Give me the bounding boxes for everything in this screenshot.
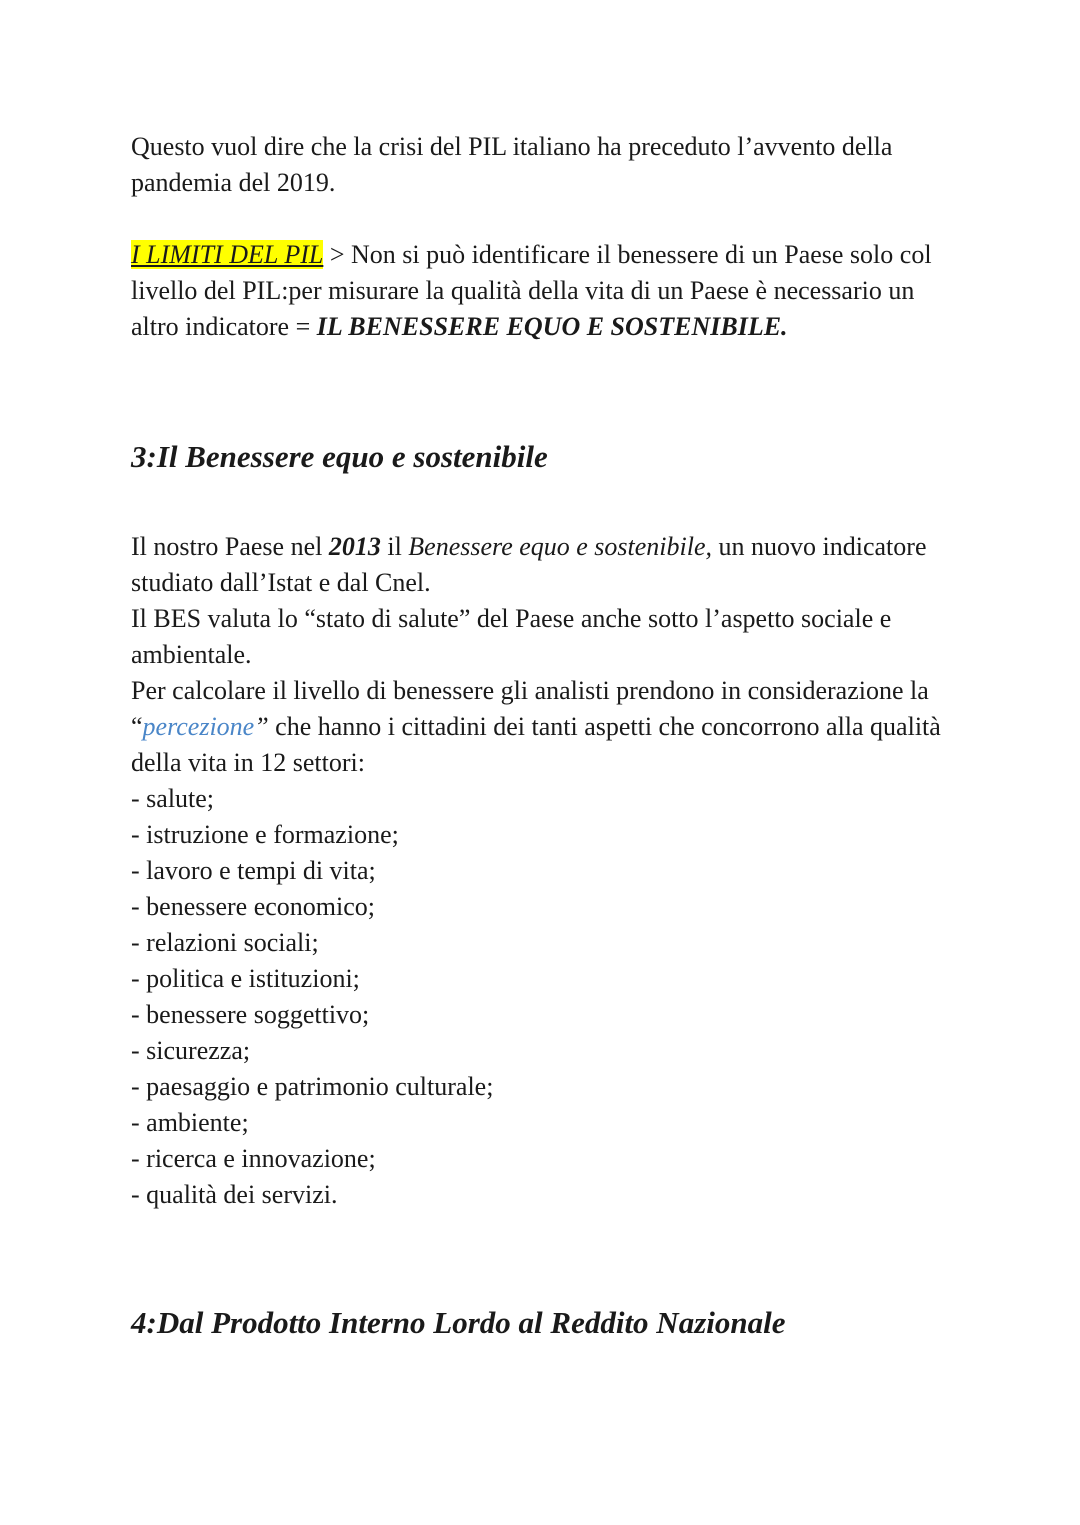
calc-text-a: Per calcolare il livello di benessere gli analisti prendono in considerazione la “ [131, 676, 929, 741]
perception-word: percezione [142, 712, 255, 741]
calc-text-b: che hanno i cittadini dei tanti aspetti che concorrono alla qualità della vita in 12 settori: [131, 712, 941, 777]
document-page [131, 129, 951, 1343]
list-item: - relazioni sociali; [131, 928, 319, 957]
paragraph-bes-intro [131, 529, 951, 601]
intro-year: 2013 [328, 532, 381, 561]
sectors-list [131, 781, 951, 1213]
intro-text-b: il [380, 532, 409, 561]
paragraph-bes-calculation [131, 673, 951, 781]
section-3-heading: 3:Il Benessere equo e sostenibile [131, 439, 548, 474]
list-item: - istruzione e formazione; [131, 820, 399, 849]
list-item: - lavoro e tempi di vita; [131, 856, 376, 885]
intro-indicator-name: Benessere equo e sostenibile, [408, 532, 713, 561]
paragraph-pil-limits [131, 237, 951, 345]
intro-text-a: Il nostro Paese nel [131, 532, 329, 561]
limits-emphasis: IL BENESSERE EQUO E SOSTENIBILE. [316, 312, 788, 341]
section-4-heading: 4:Dal Prodotto Interno Lordo al Reddito Nazionale [131, 1305, 786, 1340]
paragraph-bes-evaluation: Il BES valuta lo “stato di salute” del Paese anche sotto l’aspetto sociale e ambientale. [131, 604, 892, 669]
intro-text-c: un nuovo indicatore studiato dall’Istat e dal Cnel. [131, 532, 927, 597]
list-item: - ricerca e innovazione; [131, 1144, 376, 1173]
list-item: - paesaggio e patrimonio culturale; [131, 1072, 494, 1101]
list-item: - qualità dei servizi. [131, 1180, 338, 1209]
paragraph-pil-crisis: Questo vuol dire che la crisi del PIL italiano ha preceduto l’avvento della pandemia del 2019. [131, 132, 893, 197]
limits-text: > Non si può identificare il benessere di un Paese solo col livello del PIL:per misurare la qualità della vita di un Paese è necessario un altro indicatore = [131, 240, 932, 341]
list-item: - ambiente; [131, 1108, 249, 1137]
list-item: - sicurezza; [131, 1036, 251, 1065]
list-item: - politica e istituzioni; [131, 964, 360, 993]
list-item: - benessere economico; [131, 892, 376, 921]
calc-closing-quote: ” [254, 712, 269, 741]
list-item: - salute; [131, 784, 215, 813]
list-item: - benessere soggettivo; [131, 1000, 370, 1029]
highlight-limits-label: I LIMITI DEL PIL [131, 240, 324, 269]
